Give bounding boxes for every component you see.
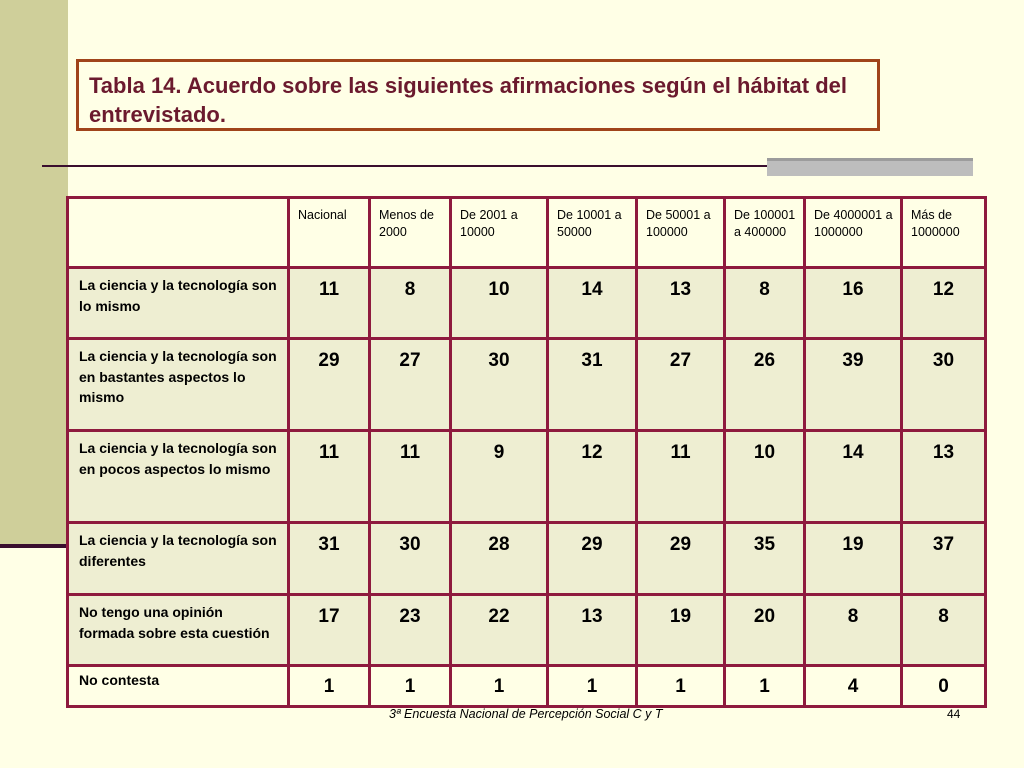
table-cell: 27 [370,339,451,431]
table-cell: 31 [548,339,637,431]
table-cell: 8 [725,268,805,339]
data-table-container [66,196,987,708]
table-header-row [68,198,986,268]
table-cell: 10 [725,431,805,523]
table-cell: 29 [548,523,637,595]
table-cell: 8 [370,268,451,339]
table-cell: 26 [725,339,805,431]
column-header: Nacional [289,198,370,268]
left-decorative-rule [0,544,68,548]
table-cell: 1 [548,666,637,707]
table-row [68,666,986,707]
table-cell: 11 [289,268,370,339]
table-row [68,523,986,595]
column-header: De 50001 a 100000 [637,198,725,268]
table-cell: 9 [451,431,548,523]
row-label: No contesta [68,666,289,707]
table-row [68,595,986,666]
table-cell: 29 [637,523,725,595]
title-box [76,59,880,131]
table-cell: 11 [370,431,451,523]
row-label: La ciencia y la tecnología son diferentes [68,523,289,595]
table-cell: 13 [548,595,637,666]
table-cell: 10 [451,268,548,339]
table-cell: 1 [289,666,370,707]
table-cell: 19 [805,523,902,595]
table-cell: 8 [902,595,986,666]
table-cell: 16 [805,268,902,339]
column-header: De 100001 a 400000 [725,198,805,268]
row-label: La ciencia y la tecnología son lo mismo [68,268,289,339]
slide-title: Tabla 14. Acuerdo sobre las siguientes afirmaciones según el hábitat del entrevistado. [89,73,848,127]
table-cell: 1 [370,666,451,707]
table-cell: 30 [370,523,451,595]
column-header: De 2001 a 10000 [451,198,548,268]
table-cell: 31 [289,523,370,595]
table-cell: 13 [902,431,986,523]
table-cell: 0 [902,666,986,707]
left-decorative-band [0,0,68,545]
table-cell: 35 [725,523,805,595]
column-header: De 4000001 a 1000000 [805,198,902,268]
table-cell: 20 [725,595,805,666]
table-cell: 14 [548,268,637,339]
header-empty-cell [68,198,289,268]
row-label: No tengo una opinión formada sobre esta cuestión [68,595,289,666]
column-header: Más de 1000000 [902,198,986,268]
table-cell: 39 [805,339,902,431]
table-cell: 13 [637,268,725,339]
table-row [68,339,986,431]
table-cell: 37 [902,523,986,595]
table-cell: 8 [805,595,902,666]
table-row [68,431,986,523]
column-header: Menos de 2000 [370,198,451,268]
table-cell: 30 [902,339,986,431]
footer-source: 3ª Encuesta Nacional de Percepción Social C y T [389,707,663,721]
table-cell: 23 [370,595,451,666]
table-cell: 1 [725,666,805,707]
title-underline [42,165,767,167]
row-label: La ciencia y la tecnología son en pocos aspectos lo mismo [68,431,289,523]
table-cell: 29 [289,339,370,431]
table-cell: 28 [451,523,548,595]
table-cell: 1 [637,666,725,707]
title-accent-bar [767,158,973,176]
table-cell: 14 [805,431,902,523]
table-cell: 4 [805,666,902,707]
table-cell: 11 [289,431,370,523]
table-cell: 11 [637,431,725,523]
table-cell: 12 [902,268,986,339]
table-cell: 22 [451,595,548,666]
row-label: La ciencia y la tecnología son en bastantes aspectos lo mismo [68,339,289,431]
table-cell: 30 [451,339,548,431]
table-cell: 12 [548,431,637,523]
table-cell: 19 [637,595,725,666]
table-row [68,268,986,339]
table-cell: 17 [289,595,370,666]
page-number: 44 [947,707,961,721]
table-cell: 1 [451,666,548,707]
data-table [66,196,987,708]
column-header: De 10001 a 50000 [548,198,637,268]
table-cell: 27 [637,339,725,431]
